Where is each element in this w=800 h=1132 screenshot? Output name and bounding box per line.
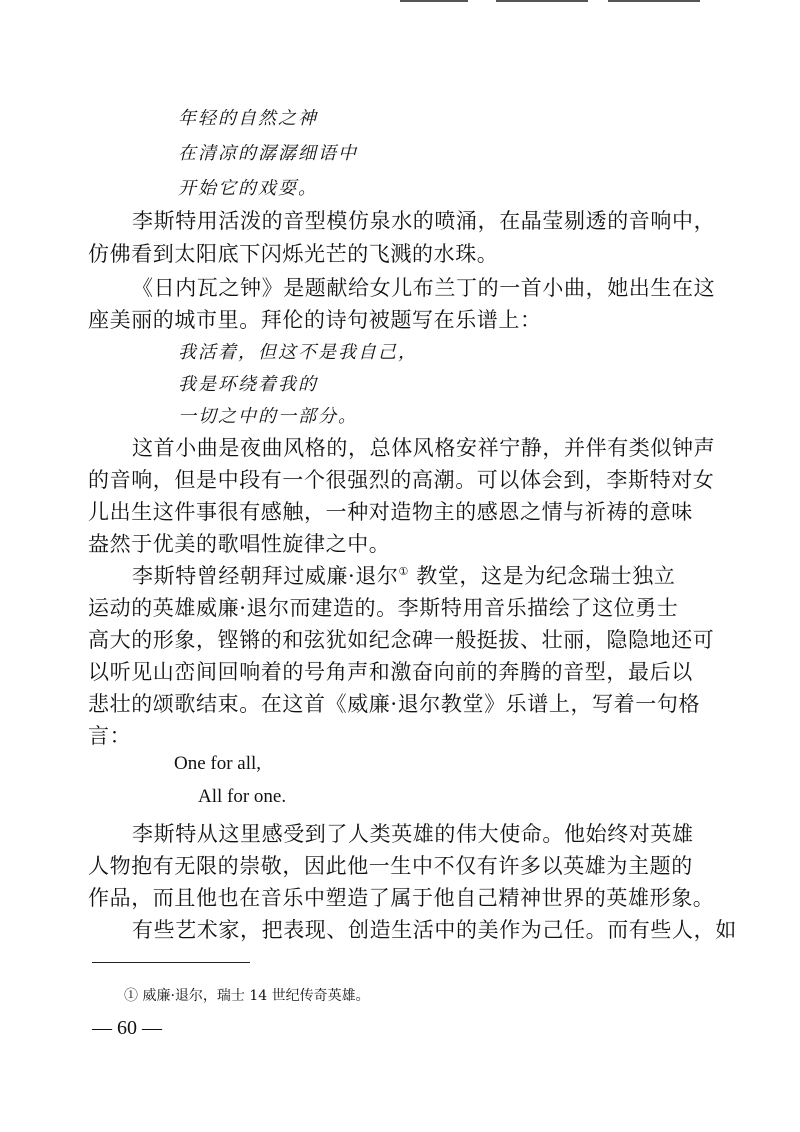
footnote-divider [92,962,250,963]
top-rule [608,0,700,2]
paragraph-line: 作品，而且他也在音乐中塑造了属于他自己精神世界的英雄形象。 [88,886,715,910]
paragraph-line: 《日内瓦之钟》是题献给女儿布兰丁的一首小曲，她出生在这 [132,276,716,300]
paragraph-line: 盎然于优美的歌唱性旋律之中。 [88,532,391,556]
paragraph-line: 人物抱有无限的崇敬，因此他一生中不仅有许多以英雄为主题的 [88,854,693,878]
paragraph-line: 仿佛看到太阳底下闪烁光芒的飞溅的水珠。 [88,242,499,266]
footnote: ① 威廉·退尔，瑞士 14 世纪传奇英雄。 [124,988,370,1004]
paragraph-line: 悲壮的颂歌结束。在这首《威廉·退尔教堂》乐谱上，写着一句格 [88,692,701,716]
paragraph-line: 的音响，但是中段有一个很强烈的高潮。可以体会到，李斯特对女 [88,468,715,492]
poem-line: 在清凉的潺潺细语中 [178,143,358,164]
motto-line: One for all, [174,753,262,774]
paragraph-line: 座美丽的城市里。拜伦的诗句被题写在乐谱上： [88,308,542,332]
paragraph-line: 以听见山峦间回响着的号角声和激奋向前的奔腾的音型，最后以 [88,660,693,684]
poem-line: 年轻的自然之神 [178,108,318,129]
paragraph-line: 这首小曲是夜曲风格的，总体风格安祥宁静，并伴有类似钟声 [132,436,716,460]
motto-line: All for one. [198,786,287,807]
paragraph-line: 李斯特从这里感受到了人类英雄的伟大使命。他始终对英雄 [132,822,694,846]
paragraph-line: 李斯特用活泼的音型模仿泉水的喷涌，在晶莹剔透的音响中， [132,209,716,233]
paragraph-line: 有些艺术家，把表现、创造生活中的美作为己任。而有些人，如 [132,918,737,942]
paragraph-line: 儿出生这件事很有感触，一种对造物主的感恩之情与祈祷的意味 [88,500,693,524]
paragraph-line: 言： [88,724,132,748]
footnote-marker[interactable]: ① [398,565,409,578]
top-rule [400,0,468,2]
top-rule [496,0,588,2]
paragraph-line [132,560,675,590]
page-number: — 60 — [92,1017,162,1039]
paragraph-text: 教堂，这是为纪念瑞士独立 [408,564,676,588]
poem-line: 我活着，但这不是我自己， [178,342,418,363]
paragraph-text: 李斯特曾经朝拜过威廉·退尔 [132,564,399,588]
poem-line: 开始它的戏耍。 [178,178,318,199]
paragraph-line: 高大的形象，铿锵的和弦犹如纪念碑一般挺拔、壮丽，隐隐地还可 [88,628,715,652]
poem-line: 我是环绕着我的 [178,374,318,395]
poem-line: 一切之中的一部分。 [178,406,358,427]
paragraph-line: 运动的英雄威廉·退尔而建造的。李斯特用音乐描绘了这位勇士 [88,596,679,620]
